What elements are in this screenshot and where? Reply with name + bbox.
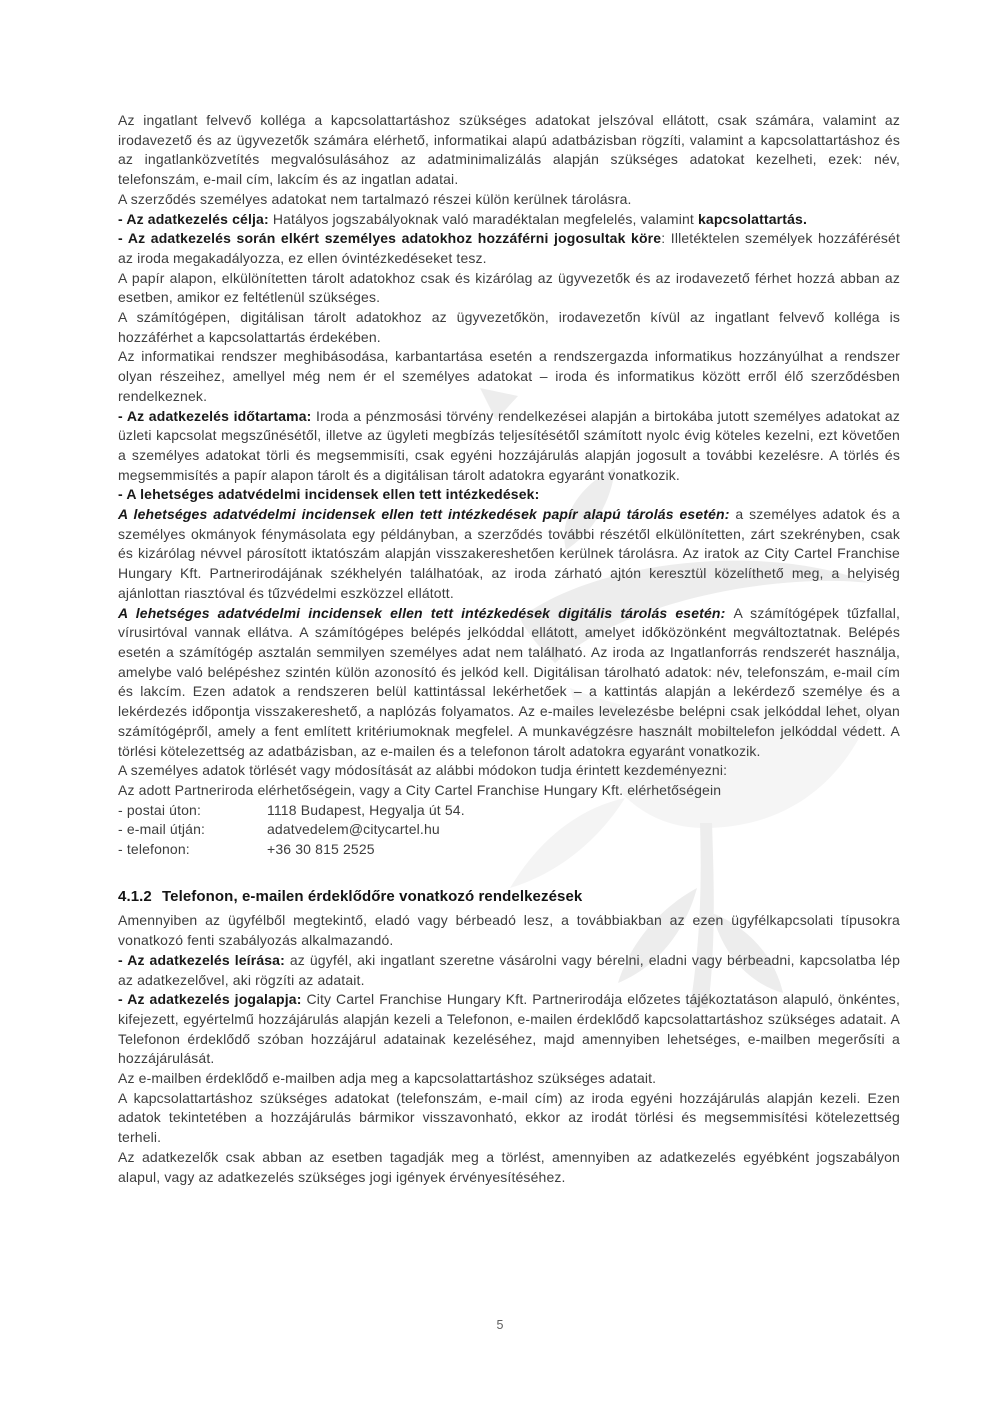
document-content — [118, 111, 900, 1187]
text-run: City Cartel Franchise Hungary Kft. Partnerirodája előzetes tájékoztatáson alapuló, önkéntes, kifejezett, egyértelmű hozzájárulás alapján kezeli a Telefonon, e-mailen érdeklődő kapcsolattartáshoz szükséges adatait. A Telefonon érdeklődő szóban hozzájárul adatainak kezeléséhez, majd amennyiben lehetséges, e-mailben megerősíti a hozzájárulását. — [118, 991, 900, 1067]
paragraph — [118, 111, 900, 190]
text-run: Az adatkezelők csak abban az esetben tagadják meg a törlést, amennyiben az adatkezelés egyébként jogszabályon alapul, vagy az adatkezelés szükséges jogi igények érvényesítéséhez. — [118, 1148, 900, 1185]
text-run: az ügyfél, aki ingatlant szeretne vásárolni vagy bérelni, eladni vagy bérbeadni, kapcsolatba lép az adatkezelővel, aki rögzíti az adatait. — [118, 951, 900, 988]
text-run: A kapcsolattartáshoz szükséges adatokat (telefonszám, e-mail cím) az iroda egyéni hozzájárulás alapján kezeli. Ezen adatok tekintetében a hozzájárulás bármikor visszavonható, ekkor az irodát törlési és megsemmisítési kötelezettség terheli. — [118, 1089, 900, 1146]
text-run: - Az adatkezelés időtartama: — [118, 407, 317, 424]
paragraph — [118, 911, 900, 950]
text-run: - A lehetséges adatvédelmi incidensek ellen tett intézkedések: — [118, 486, 540, 503]
paragraph — [118, 1069, 900, 1089]
text-run: A szerződés személyes adatokat nem tartalmazó részei külön kerülnek tárolásra. — [118, 190, 632, 207]
contact-label: - telefonon: — [118, 841, 190, 858]
contact-label: - e-mail útján: — [118, 821, 206, 838]
contact-value: adatvedelem@citycartel.hu — [267, 821, 440, 838]
paragraph — [118, 505, 900, 604]
text-run: A személyes adatok törlését vagy módosítását az alábbi módokon tudja érintett kezdeményezni: — [118, 762, 728, 779]
contact-value: +36 30 815 2525 — [267, 841, 375, 858]
text-run: : Illetéktelen személyek hozzáférését az iroda megakadályozza, ez ellen óvintézkedéseket tesz. — [118, 230, 901, 266]
paragraph — [118, 951, 900, 990]
text-run: Az adott Partneriroda elérhetőségein, vagy a City Cartel Franchise Hungary Kft. elérhetőségein — [118, 781, 722, 798]
text-run: A lehetséges adatvédelmi incidensek ellen tett intézkedések papír alapú tárolás esetén: — [118, 506, 736, 523]
paragraph — [118, 1148, 900, 1187]
text-run: - Az adatkezelés célja: — [118, 210, 273, 227]
paragraph — [118, 190, 900, 210]
paragraph — [118, 229, 900, 268]
contact-label: - postai úton: — [118, 801, 202, 818]
text-run: Az informatikai rendszer meghibásodása, karbantartása esetén a rendszergazda informatikus hozzányúlhat a rendszer olyan részeihez, amellyel még nem ér el személyes adatokat – iroda és informatikus között erről élő szerződésben rendelkeznek. — [118, 348, 900, 404]
text-run: A számítógépek tűzfallal, vírusirtóval vannak ellátva. A számítógépes belépés jelkóddal ellátott, amelyet időközönként megváltoztatnak. Belépés esetén a számítógép asztalán semmilyen személyes adat nem található. Az iroda az Ingatlanforrás rendszerét használja, amelybe való belépéshez szintén külön azonosító és jelkód kell. Digitálisan tárolható adatok: név, telefonszám, e-mail cím és lakcím. Ezen adatok a rendszeren belül kattintással lekérhetőek – a kattintás alapján a lekérdező személye és a lekérdezés időpontja visszakereshető, a naplózás folyamatos. Az e-mailes levelezésbe belépni csak jelkóddal lehet, olyan számítógépről, amely a fent említett kritériumoknak megfelel. A munkavégzésre használt mobiltelefon jelkóddal védett. A törlési kötelezettség az adatbázisban, az e-mailen és a telefonon tárolt adatokra egyaránt vonatkozik. — [118, 604, 900, 759]
paragraph — [118, 269, 900, 308]
paragraph — [118, 761, 900, 781]
text-run: A lehetséges adatvédelmi incidensek ellen tett intézkedések digitális tárolás esetén: — [118, 604, 734, 621]
contact-row — [118, 820, 900, 840]
text-run: - Az adatkezelés jogalapja: — [118, 991, 307, 1008]
page-number: 5 — [496, 1318, 504, 1332]
text-run: - Az adatkezelés során elkért személyes adatokhoz hozzáférni jogosultak köre — [118, 230, 662, 247]
section-heading — [118, 887, 900, 907]
contact-value: 1118 Budapest, Hegyalja út 54. — [267, 801, 465, 818]
contact-row — [118, 801, 900, 821]
paragraph — [118, 407, 900, 486]
text-run: - Az adatkezelés leírása: — [118, 951, 290, 968]
paragraph — [118, 990, 900, 1069]
text-run: A papír alapon, elkülönítetten tárolt adatokhoz csak és kizárólag az ügyvezetők és az irodavezető férhet hozzá abban az esetben, amikor ez feltétlenül szükséges. — [118, 269, 900, 306]
text-run: Amennyiben az ügyfélből megtekintő, eladó vagy bérbeadó lesz, a továbbiakban az ezen ügyfélkapcsolati típusokra vonatkozó fenti szabályozás alkalmazandó. — [118, 912, 900, 949]
text-run: Iroda a pénzmosási törvény rendelkezései alapján a birtokába jutott személyes adatokat az üzleti kapcsolat megszűnésétől, illetve az ügyleti megbízás teljesítésétől számított nyolc évig köteles kezelni, ezt követően a személyes adatokat törli és megsemmisíti, csak egyéni hozzájárulás alapján jogosult a további kezelésre. A törlés és megsemmisítés a papír alapon tárolt és a digitálisan tárolt adatokra egyaránt vonatkozik. — [118, 407, 900, 483]
text-run: Hatályos jogszabályoknak való maradéktalan megfelelés, valamint — [272, 210, 698, 227]
text-run: Az e-mailben érdeklődő e-mailben adja meg a kapcsolattartáshoz szükséges adatait. — [118, 1070, 657, 1087]
section-number: 4.1.2 — [118, 887, 152, 905]
paragraph — [118, 485, 900, 505]
paragraph — [118, 308, 900, 347]
paragraph — [118, 347, 900, 406]
text-run: a személyes adatok és a személyes okmányok fénymásolata egy példányban, a szerződés további részétől elkülönítetten, zárt szekrényben, csak és kizárólag névvel párosított iktatószám alapján visszakereshetően kerülnek tárolásra. Az iratok az City Cartel Franchise Hungary Kft. Partnerirodájának székhelyén találhatóak, az iroda zárható ajtón keresztül közelíthető meg, a helyiség ajánlottan riasztóval és tűzvédelmi eszközzel ellátott. — [118, 506, 900, 601]
paragraph — [118, 1089, 900, 1148]
paragraph — [118, 210, 900, 230]
paragraph — [118, 604, 900, 762]
section-title: Telefonon, e-mailen érdeklődőre vonatkozó rendelkezések — [162, 887, 583, 905]
text-run: Az ingatlant felvevő kolléga a kapcsolattartáshoz szükséges adatokat jelszóval ellátott, csak számára, valamint az irodavezető és az ügyvezetők számára elérhető, informatikai alapú adatbázisban rögzíti, valamint a kapcsolattartáshoz és az ingatlanközvetítés megvalósulásához az adatminimalizálás alapján szükséges adatokat kezelheti, ezek: név, telefonszám, e-mail cím, lakcím és az ingatlan adatai. — [118, 112, 900, 188]
paragraph — [118, 781, 900, 801]
text-run: A számítógépen, digitálisan tárolt adatokhoz az ügyvezetőkön, irodavezetőn kívül az ingatlant felvevő kolléga is hozzáférhet a kapcsolattartás érdekében. — [118, 309, 900, 345]
text-run: kapcsolattartás. — [697, 210, 807, 227]
contact-row — [118, 840, 900, 860]
